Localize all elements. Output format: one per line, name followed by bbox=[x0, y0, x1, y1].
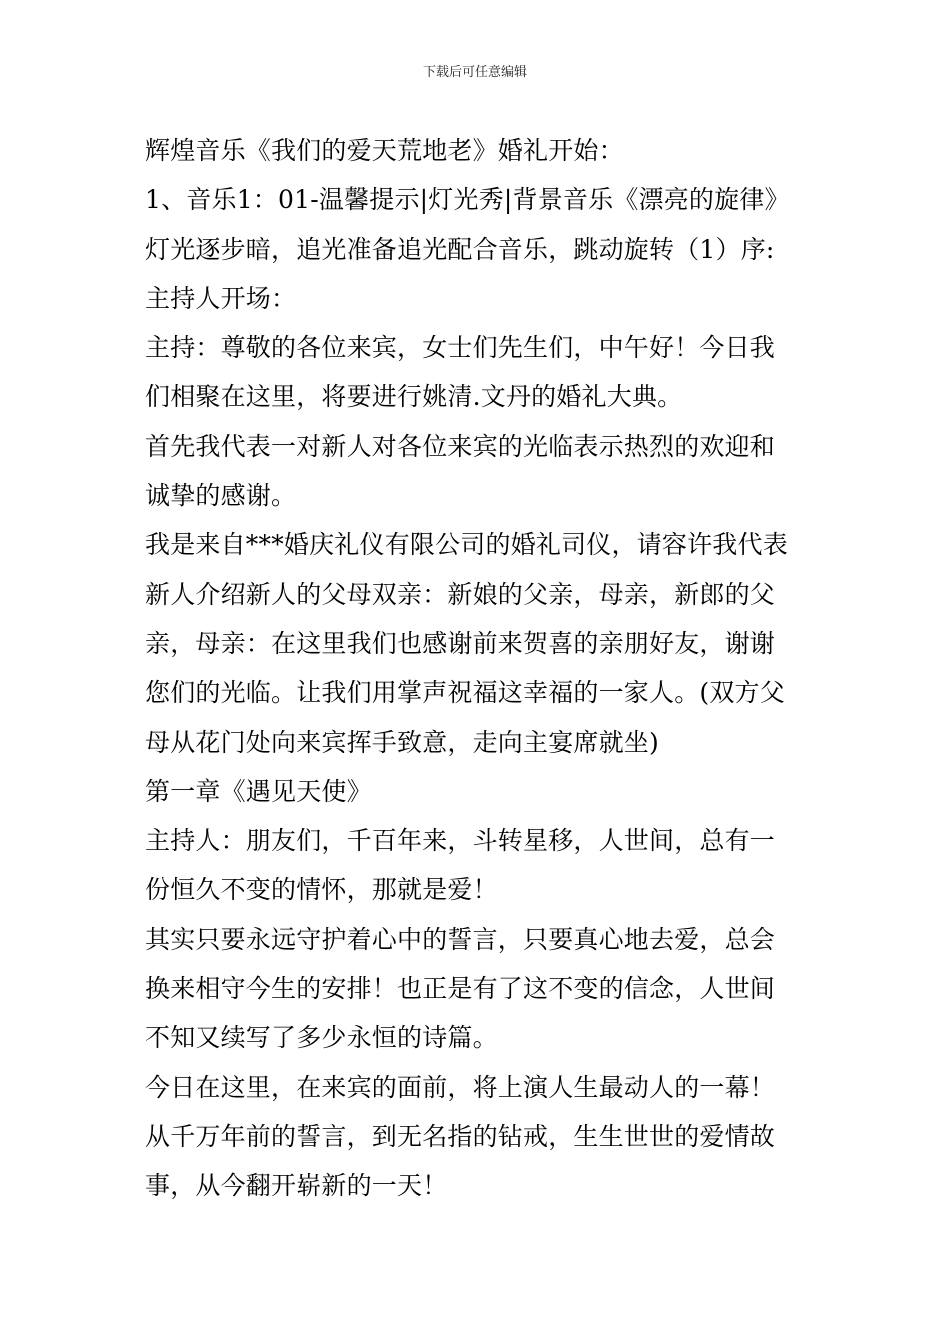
text-line: 们相聚在这里，将要进行姚清.文丹的婚礼大典。 bbox=[145, 382, 683, 412]
text-line: 份恒久不变的情怀，那就是爱！ bbox=[145, 875, 498, 905]
text-line: 今日在这里，在来宾的面前，将上演人生最动人的一幕！ bbox=[145, 1072, 776, 1102]
text-line: 首先我代表一对新人对各位来宾的光临表示热烈的欢迎和 bbox=[145, 431, 776, 461]
text-line: 我是来自***婚庆礼仪有限公司的婚礼司仪，请容许我代表 bbox=[145, 530, 788, 560]
text-line: 第一章《遇见天使》 bbox=[145, 776, 372, 806]
text-line: 1、音乐1：01-温馨提示|灯光秀|背景音乐《漂亮的旋律》 bbox=[145, 185, 790, 215]
text-line: 辉煌音乐《我们的爱天荒地老》婚礼开始： bbox=[145, 136, 624, 165]
text-line: 新人介绍新人的父母双亲：新娘的父亲，母亲，新郎的父 bbox=[145, 579, 776, 609]
text-line: 主持人：朋友们，千百年来，斗转星移，人世间，总有一 bbox=[145, 826, 776, 856]
document-body bbox=[145, 126, 810, 1211]
text-line: 不知又续写了多少永恒的诗篇。 bbox=[145, 1023, 498, 1053]
text-line: 换来相守今生的安排！也正是有了这不变的信念，人世间 bbox=[145, 974, 776, 1004]
text-line: 亲，母亲：在这里我们也感谢前来贺喜的亲朋好友，谢谢 bbox=[145, 628, 776, 658]
text-line: 主持：尊敬的各位来宾，女士们先生们，中午好！今日我 bbox=[145, 333, 776, 363]
text-line: 灯光逐步暗，追光准备追光配合音乐，跳动旋转（1）序: bbox=[145, 234, 775, 264]
text-line: 事，从今翻开崭新的一天！ bbox=[145, 1171, 448, 1201]
page-header: 下载后可任意编辑 bbox=[422, 65, 527, 80]
text-line: 您们的光临。让我们用掌声祝福这幸福的一家人。(双方父 bbox=[145, 678, 785, 708]
text-line: 母从花门处向来宾挥手致意，走向主宴席就坐) bbox=[145, 727, 659, 757]
text-line: 诚挚的感谢。 bbox=[145, 481, 297, 511]
text-line: 从千万年前的誓言，到无名指的钻戒，生生世世的爱情故 bbox=[145, 1121, 776, 1151]
text-line: 其实只要永远守护着心中的誓言，只要真心地去爱，总会 bbox=[145, 924, 776, 954]
text-line: 主持人开场： bbox=[145, 283, 297, 313]
